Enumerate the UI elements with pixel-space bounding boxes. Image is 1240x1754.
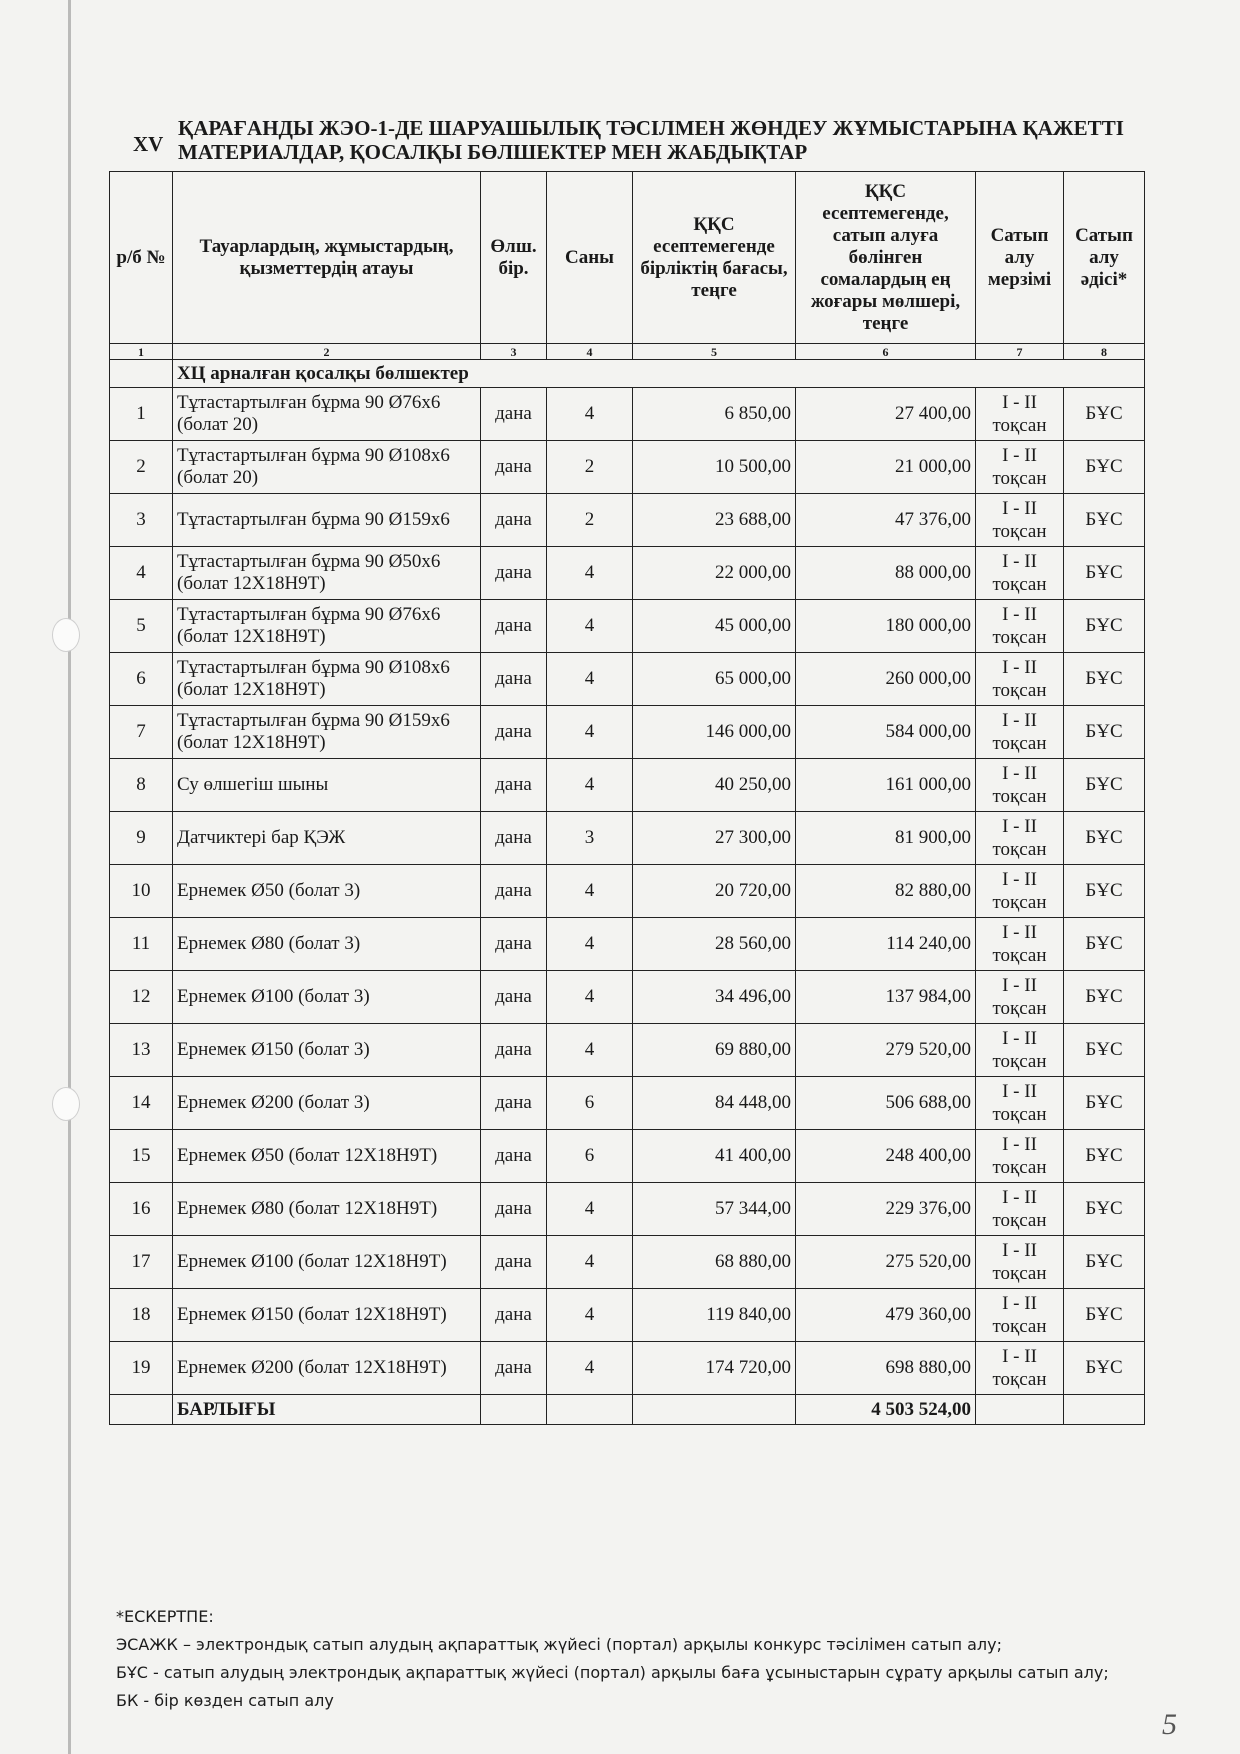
item-name: Ернемек Ø100 (болат 12Х18Н9Т) bbox=[173, 1236, 481, 1289]
item-period: I - II тоқсан bbox=[976, 1130, 1064, 1183]
header-method: Сатып алу әдісі* bbox=[1064, 172, 1145, 344]
total-label: БАРЛЫҒЫ bbox=[173, 1395, 481, 1425]
row-index: 5 bbox=[110, 600, 173, 653]
table-row bbox=[110, 600, 1145, 653]
item-price: 45 000,00 bbox=[633, 600, 796, 653]
item-price: 84 448,00 bbox=[633, 1077, 796, 1130]
item-price: 34 496,00 bbox=[633, 971, 796, 1024]
row-index: 19 bbox=[110, 1342, 173, 1395]
item-period: I - II тоқсан bbox=[976, 600, 1064, 653]
row-index: 13 bbox=[110, 1024, 173, 1077]
table-row bbox=[110, 1342, 1145, 1395]
item-qty: 4 bbox=[547, 1289, 633, 1342]
table-row bbox=[110, 759, 1145, 812]
table-row bbox=[110, 388, 1145, 441]
item-name: Тұтастартылған бұрма 90 Ø76х6 (болат 12Х18Н9Т) bbox=[173, 600, 481, 653]
row-index: 7 bbox=[110, 706, 173, 759]
item-name: Датчиктері бар ҚЭЖ bbox=[173, 812, 481, 865]
item-period: I - II тоқсан bbox=[976, 706, 1064, 759]
page-number: 5 bbox=[1162, 1708, 1177, 1741]
item-unit: дана bbox=[481, 1130, 547, 1183]
total-empty-cell bbox=[547, 1395, 633, 1425]
page-edge bbox=[68, 0, 71, 1754]
table-header-row bbox=[110, 172, 1145, 344]
item-name: Ернемек Ø50 (болат 3) bbox=[173, 865, 481, 918]
item-sum: 88 000,00 bbox=[796, 547, 976, 600]
row-index: 11 bbox=[110, 918, 173, 971]
column-number: 5 bbox=[633, 344, 796, 360]
item-price: 174 720,00 bbox=[633, 1342, 796, 1395]
item-qty: 4 bbox=[547, 547, 633, 600]
item-sum: 27 400,00 bbox=[796, 388, 976, 441]
item-qty: 6 bbox=[547, 1077, 633, 1130]
item-qty: 4 bbox=[547, 1342, 633, 1395]
table-row bbox=[110, 1289, 1145, 1342]
column-number: 1 bbox=[110, 344, 173, 360]
section-title-line1: ҚАРАҒАНДЫ ЖЭО-1-ДЕ ШАРУАШЫЛЫҚ ТӘСІЛМЕН ЖӨНДЕУ ЖҰМЫСТАРЫНА ҚАЖЕТТІ bbox=[178, 116, 1124, 140]
item-method: БҰС bbox=[1064, 441, 1145, 494]
item-name: Су өлшегіш шыны bbox=[173, 759, 481, 812]
row-index: 12 bbox=[110, 971, 173, 1024]
section-number: XV bbox=[133, 132, 164, 156]
group-row bbox=[110, 360, 1145, 388]
table-row bbox=[110, 1236, 1145, 1289]
column-number: 8 bbox=[1064, 344, 1145, 360]
item-method: БҰС bbox=[1064, 759, 1145, 812]
row-index: 14 bbox=[110, 1077, 173, 1130]
column-number: 7 bbox=[976, 344, 1064, 360]
footnote-line: БҰС - сатып алудың электрондық ақпараттық жүйесі (портал) арқылы баға ұсыныстарын сұрату арқылы сатып алу; bbox=[116, 1663, 1109, 1682]
item-qty: 4 bbox=[547, 1236, 633, 1289]
item-sum: 275 520,00 bbox=[796, 1236, 976, 1289]
item-price: 20 720,00 bbox=[633, 865, 796, 918]
total-empty-cell bbox=[633, 1395, 796, 1425]
footnote-line: БК - бір көзден сатып алу bbox=[116, 1691, 334, 1710]
item-price: 10 500,00 bbox=[633, 441, 796, 494]
item-sum: 81 900,00 bbox=[796, 812, 976, 865]
item-qty: 4 bbox=[547, 971, 633, 1024]
header-qty: Саны bbox=[547, 172, 633, 344]
item-price: 28 560,00 bbox=[633, 918, 796, 971]
item-name: Ернемек Ø50 (болат 12Х18Н9Т) bbox=[173, 1130, 481, 1183]
total-empty-cell bbox=[976, 1395, 1064, 1425]
item-unit: дана bbox=[481, 706, 547, 759]
total-empty-cell bbox=[1064, 1395, 1145, 1425]
item-price: 68 880,00 bbox=[633, 1236, 796, 1289]
item-qty: 4 bbox=[547, 706, 633, 759]
row-index: 18 bbox=[110, 1289, 173, 1342]
item-period: I - II тоқсан bbox=[976, 388, 1064, 441]
row-index: 6 bbox=[110, 653, 173, 706]
item-name: Тұтастартылған бұрма 90 Ø108х6 (болат 12Х18Н9Т) bbox=[173, 653, 481, 706]
table-row bbox=[110, 971, 1145, 1024]
item-sum: 229 376,00 bbox=[796, 1183, 976, 1236]
item-method: БҰС bbox=[1064, 547, 1145, 600]
item-unit: дана bbox=[481, 494, 547, 547]
total-empty-cell bbox=[110, 1395, 173, 1425]
item-method: БҰС bbox=[1064, 1183, 1145, 1236]
item-period: I - II тоқсан bbox=[976, 865, 1064, 918]
header-name: Тауарлардың, жұмыстардың, қызметтердің атауы bbox=[173, 172, 481, 344]
table-row bbox=[110, 653, 1145, 706]
item-name: Ернемек Ø150 (болат 12Х18Н9Т) bbox=[173, 1289, 481, 1342]
item-unit: дана bbox=[481, 1024, 547, 1077]
item-unit: дана bbox=[481, 865, 547, 918]
item-price: 6 850,00 bbox=[633, 388, 796, 441]
item-period: I - II тоқсан bbox=[976, 971, 1064, 1024]
header-price: ҚҚС есептемегенде бірліктің бағасы, теңге bbox=[633, 172, 796, 344]
item-unit: дана bbox=[481, 759, 547, 812]
column-number: 6 bbox=[796, 344, 976, 360]
table-row bbox=[110, 441, 1145, 494]
item-price: 41 400,00 bbox=[633, 1130, 796, 1183]
table-row bbox=[110, 812, 1145, 865]
item-method: БҰС bbox=[1064, 918, 1145, 971]
item-sum: 47 376,00 bbox=[796, 494, 976, 547]
row-index: 17 bbox=[110, 1236, 173, 1289]
header-sum: ҚҚС есептемегенде, сатып алуға бөлінген сомалардың ең жоғары мөлшері, теңге bbox=[796, 172, 976, 344]
row-index: 16 bbox=[110, 1183, 173, 1236]
header-period: Сатып алу мерзімі bbox=[976, 172, 1064, 344]
item-sum: 161 000,00 bbox=[796, 759, 976, 812]
item-method: БҰС bbox=[1064, 812, 1145, 865]
item-price: 57 344,00 bbox=[633, 1183, 796, 1236]
header-unit: Өлш. бір. bbox=[481, 172, 547, 344]
row-index: 15 bbox=[110, 1130, 173, 1183]
item-unit: дана bbox=[481, 1077, 547, 1130]
item-price: 40 250,00 bbox=[633, 759, 796, 812]
section-title-line2: МАТЕРИАЛДАР, ҚОСАЛҚЫ БӨЛШЕКТЕР МЕН ЖАБДЫҚТАР bbox=[178, 140, 808, 164]
item-sum: 248 400,00 bbox=[796, 1130, 976, 1183]
table-row bbox=[110, 918, 1145, 971]
item-name: Тұтастартылған бұрма 90 Ø159х6 bbox=[173, 494, 481, 547]
item-sum: 584 000,00 bbox=[796, 706, 976, 759]
item-sum: 479 360,00 bbox=[796, 1289, 976, 1342]
item-name: Ернемек Ø200 (болат 12Х18Н9Т) bbox=[173, 1342, 481, 1395]
item-period: I - II тоқсан bbox=[976, 653, 1064, 706]
item-qty: 2 bbox=[547, 494, 633, 547]
item-period: I - II тоқсан bbox=[976, 1289, 1064, 1342]
table-body bbox=[110, 360, 1145, 1425]
header-index: р/б № bbox=[110, 172, 173, 344]
item-qty: 2 bbox=[547, 441, 633, 494]
item-period: I - II тоқсан bbox=[976, 547, 1064, 600]
group-index-cell bbox=[110, 360, 173, 388]
table-row bbox=[110, 547, 1145, 600]
item-unit: дана bbox=[481, 1236, 547, 1289]
item-unit: дана bbox=[481, 441, 547, 494]
section-title bbox=[178, 116, 1124, 164]
item-qty: 3 bbox=[547, 812, 633, 865]
item-method: БҰС bbox=[1064, 494, 1145, 547]
item-name: Ернемек Ø80 (болат 3) bbox=[173, 918, 481, 971]
table-row bbox=[110, 1077, 1145, 1130]
item-qty: 4 bbox=[547, 759, 633, 812]
footnotes bbox=[116, 1603, 1109, 1715]
item-qty: 6 bbox=[547, 1130, 633, 1183]
item-qty: 4 bbox=[547, 918, 633, 971]
table-row bbox=[110, 1024, 1145, 1077]
item-sum: 21 000,00 bbox=[796, 441, 976, 494]
row-index: 9 bbox=[110, 812, 173, 865]
item-qty: 4 bbox=[547, 865, 633, 918]
item-name: Тұтастартылған бұрма 90 Ø108х6 (болат 20) bbox=[173, 441, 481, 494]
item-sum: 137 984,00 bbox=[796, 971, 976, 1024]
item-period: I - II тоқсан bbox=[976, 1077, 1064, 1130]
group-title: ХЦ арналған қосалқы бөлшектер bbox=[173, 360, 1145, 388]
item-period: I - II тоқсан bbox=[976, 1183, 1064, 1236]
item-price: 27 300,00 bbox=[633, 812, 796, 865]
punch-hole bbox=[52, 618, 80, 652]
item-name: Ернемек Ø150 (болат 3) bbox=[173, 1024, 481, 1077]
item-qty: 4 bbox=[547, 600, 633, 653]
item-method: БҰС bbox=[1064, 1024, 1145, 1077]
item-period: I - II тоқсан bbox=[976, 812, 1064, 865]
item-unit: дана bbox=[481, 1289, 547, 1342]
item-method: БҰС bbox=[1064, 388, 1145, 441]
total-value: 4 503 524,00 bbox=[796, 1395, 976, 1425]
item-name: Тұтастартылған бұрма 90 Ø76х6 (болат 20) bbox=[173, 388, 481, 441]
column-number: 4 bbox=[547, 344, 633, 360]
item-unit: дана bbox=[481, 600, 547, 653]
item-sum: 698 880,00 bbox=[796, 1342, 976, 1395]
item-method: БҰС bbox=[1064, 971, 1145, 1024]
item-price: 65 000,00 bbox=[633, 653, 796, 706]
column-number: 2 bbox=[173, 344, 481, 360]
item-sum: 114 240,00 bbox=[796, 918, 976, 971]
row-index: 10 bbox=[110, 865, 173, 918]
item-unit: дана bbox=[481, 388, 547, 441]
item-qty: 4 bbox=[547, 1183, 633, 1236]
materials-table bbox=[109, 171, 1145, 1425]
row-index: 3 bbox=[110, 494, 173, 547]
item-name: Ернемек Ø100 (болат 3) bbox=[173, 971, 481, 1024]
item-price: 119 840,00 bbox=[633, 1289, 796, 1342]
item-method: БҰС bbox=[1064, 1130, 1145, 1183]
table-row bbox=[110, 865, 1145, 918]
punch-hole bbox=[52, 1087, 80, 1121]
item-unit: дана bbox=[481, 1183, 547, 1236]
item-unit: дана bbox=[481, 547, 547, 600]
item-unit: дана bbox=[481, 1342, 547, 1395]
footnote-line: ЭСАЖК – электрондық сатып алудың ақпараттық жүйесі (портал) арқылы конкурс тәсілімен сатып алу; bbox=[116, 1635, 1003, 1654]
table-row bbox=[110, 1183, 1145, 1236]
row-index: 4 bbox=[110, 547, 173, 600]
row-index: 2 bbox=[110, 441, 173, 494]
item-price: 146 000,00 bbox=[633, 706, 796, 759]
item-period: I - II тоқсан bbox=[976, 1236, 1064, 1289]
item-unit: дана bbox=[481, 653, 547, 706]
item-sum: 82 880,00 bbox=[796, 865, 976, 918]
row-index: 8 bbox=[110, 759, 173, 812]
item-price: 22 000,00 bbox=[633, 547, 796, 600]
item-method: БҰС bbox=[1064, 1236, 1145, 1289]
item-period: I - II тоқсан bbox=[976, 1342, 1064, 1395]
item-unit: дана bbox=[481, 812, 547, 865]
item-period: I - II тоқсан bbox=[976, 441, 1064, 494]
item-price: 69 880,00 bbox=[633, 1024, 796, 1077]
row-index: 1 bbox=[110, 388, 173, 441]
total-row bbox=[110, 1395, 1145, 1425]
column-number: 3 bbox=[481, 344, 547, 360]
item-period: I - II тоқсан bbox=[976, 1024, 1064, 1077]
item-name: Тұтастартылған бұрма 90 Ø50х6 (болат 12Х18Н9Т) bbox=[173, 547, 481, 600]
item-sum: 279 520,00 bbox=[796, 1024, 976, 1077]
item-sum: 506 688,00 bbox=[796, 1077, 976, 1130]
table-row bbox=[110, 1130, 1145, 1183]
item-sum: 260 000,00 bbox=[796, 653, 976, 706]
item-qty: 4 bbox=[547, 1024, 633, 1077]
item-unit: дана bbox=[481, 971, 547, 1024]
item-method: БҰС bbox=[1064, 865, 1145, 918]
item-qty: 4 bbox=[547, 653, 633, 706]
item-name: Тұтастартылған бұрма 90 Ø159х6 (болат 12Х18Н9Т) bbox=[173, 706, 481, 759]
item-qty: 4 bbox=[547, 388, 633, 441]
footnote-heading: *ЕСКЕРТПЕ: bbox=[116, 1607, 214, 1626]
item-unit: дана bbox=[481, 918, 547, 971]
column-number-row bbox=[110, 344, 1145, 360]
item-method: БҰС bbox=[1064, 706, 1145, 759]
item-method: БҰС bbox=[1064, 1289, 1145, 1342]
item-name: Ернемек Ø200 (болат 3) bbox=[173, 1077, 481, 1130]
table-row bbox=[110, 494, 1145, 547]
item-price: 23 688,00 bbox=[633, 494, 796, 547]
item-period: I - II тоқсан bbox=[976, 918, 1064, 971]
total-empty-cell bbox=[481, 1395, 547, 1425]
item-period: I - II тоқсан bbox=[976, 494, 1064, 547]
item-method: БҰС bbox=[1064, 1342, 1145, 1395]
item-method: БҰС bbox=[1064, 1077, 1145, 1130]
item-method: БҰС bbox=[1064, 653, 1145, 706]
item-name: Ернемек Ø80 (болат 12Х18Н9Т) bbox=[173, 1183, 481, 1236]
item-method: БҰС bbox=[1064, 600, 1145, 653]
item-sum: 180 000,00 bbox=[796, 600, 976, 653]
table-row bbox=[110, 706, 1145, 759]
item-period: I - II тоқсан bbox=[976, 759, 1064, 812]
